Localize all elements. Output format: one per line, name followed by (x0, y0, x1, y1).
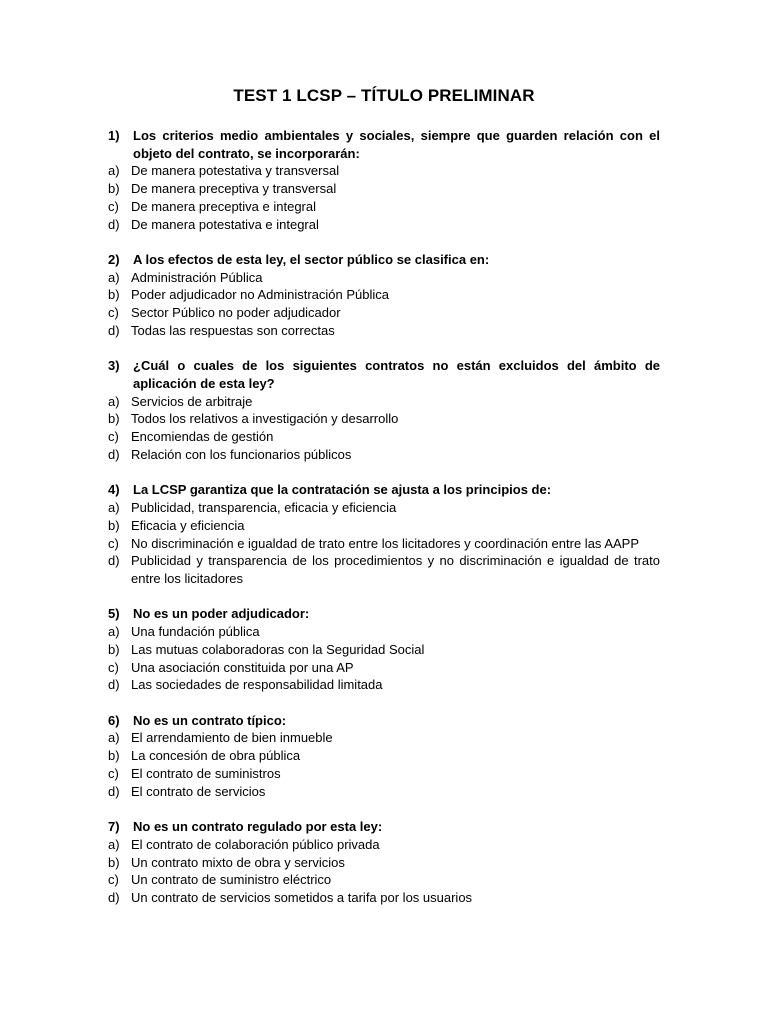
answer-option (108, 322, 660, 340)
answer-option (108, 535, 660, 553)
option-text: No discriminación e igualdad de trato entre los licitadores y coordinación entre las AAPP (131, 535, 639, 551)
option-letter: d) (108, 446, 120, 462)
answer-options (108, 729, 660, 800)
answer-option (108, 836, 660, 854)
option-letter: d) (108, 216, 120, 232)
option-text: La concesión de obra pública (131, 748, 301, 764)
answer-option (108, 659, 660, 677)
question-block (108, 605, 660, 694)
answer-option (108, 216, 660, 234)
option-letter: b) (108, 748, 120, 764)
question-block (108, 712, 660, 801)
question-header (108, 605, 660, 623)
question-text: Los criterios medio ambientales y sociales, siempre que guarden relación con el objeto del contrato, se incorporarán: (133, 128, 660, 161)
option-text: Un contrato de servicios sometidos a tarifa por los usuarios (131, 890, 473, 906)
question-list (108, 127, 660, 925)
answer-option (108, 428, 660, 446)
option-text: Sector Público no poder adjudicador (131, 305, 341, 321)
answer-option (108, 676, 660, 694)
option-letter: d) (108, 322, 120, 338)
option-letter: d) (108, 677, 120, 693)
answer-options (108, 499, 660, 588)
question-text: No es un poder adjudicador: (133, 606, 310, 622)
option-text: Todas las respuestas son correctas (131, 322, 335, 338)
option-text: Una asociación constituida por una AP (131, 659, 354, 675)
answer-option (108, 854, 660, 872)
question-block (108, 127, 660, 233)
option-letter: c) (108, 872, 119, 888)
question-number: 1) (108, 128, 120, 143)
option-letter: c) (108, 198, 119, 214)
option-text: Una fundación pública (131, 624, 260, 640)
answer-options (108, 393, 660, 464)
question-header (108, 357, 660, 392)
option-text: Poder adjudicador no Administración Pública (131, 287, 389, 303)
option-text: De manera potestativa e integral (131, 216, 319, 232)
option-text: Un contrato de suministro eléctrico (131, 872, 332, 888)
answer-option (108, 198, 660, 216)
question-text: ¿Cuál o cuales de los siguientes contratos no están excluidos del ámbito de aplicación de esta ley? (133, 358, 660, 391)
answer-option (108, 552, 660, 588)
option-letter: c) (108, 766, 119, 782)
option-letter: b) (108, 411, 120, 427)
option-text: Publicidad, transparencia, eficacia y eficiencia (131, 499, 397, 515)
answer-option (108, 304, 660, 322)
question-block (108, 818, 660, 907)
answer-option (108, 783, 660, 801)
question-header (108, 818, 660, 836)
question-number: 4) (108, 482, 120, 498)
option-letter: a) (108, 393, 120, 409)
option-letter: c) (108, 429, 119, 445)
option-letter: b) (108, 641, 120, 657)
answer-option (108, 871, 660, 889)
answer-option (108, 517, 660, 535)
option-letter: b) (108, 854, 120, 870)
option-text: Administración Pública (131, 269, 263, 285)
answer-option (108, 747, 660, 765)
question-number: 7) (108, 819, 120, 835)
answer-option (108, 641, 660, 659)
option-text: El arrendamiento de bien inmueble (131, 730, 333, 746)
option-letter: a) (108, 163, 120, 179)
answer-option (108, 286, 660, 304)
question-number: 5) (108, 606, 120, 622)
option-letter: a) (108, 269, 120, 285)
option-text: Las sociedades de responsabilidad limitada (131, 677, 383, 693)
option-letter: a) (108, 836, 120, 852)
question-header (108, 712, 660, 730)
option-letter: b) (108, 517, 120, 533)
option-letter: a) (108, 730, 120, 746)
option-letter: b) (108, 287, 120, 303)
question-block (108, 357, 660, 463)
option-text: Servicios de arbitraje (131, 393, 253, 409)
answer-option (108, 410, 660, 428)
option-letter: c) (108, 659, 119, 675)
option-text: De manera preceptiva e integral (131, 198, 316, 214)
option-letter: d) (108, 553, 120, 569)
option-text: De manera preceptiva y transversal (131, 180, 337, 196)
answer-options (108, 162, 660, 233)
option-text: Encomiendas de gestión (131, 429, 274, 445)
answer-option (108, 889, 660, 907)
question-header (108, 481, 660, 499)
option-text: El contrato de servicios (131, 783, 266, 799)
question-text: La LCSP garantiza que la contratación se ajusta a los principios de: (133, 482, 552, 498)
answer-option (108, 499, 660, 517)
question-block (108, 481, 660, 588)
option-text: El contrato de suministros (131, 766, 281, 782)
answer-option (108, 623, 660, 641)
option-letter: c) (108, 305, 119, 321)
answer-options (108, 269, 660, 340)
option-letter: a) (108, 499, 120, 515)
question-number: 6) (108, 712, 120, 728)
answer-option (108, 446, 660, 464)
question-block (108, 251, 660, 340)
option-text: El contrato de colaboración público privada (131, 836, 380, 852)
option-text: Un contrato mixto de obra y servicios (131, 854, 345, 870)
question-header (108, 127, 660, 162)
option-text: Todos los relativos a investigación y desarrollo (131, 411, 399, 427)
option-letter: d) (108, 783, 120, 799)
answer-option (108, 180, 660, 198)
option-text: Publicidad y transparencia de los procedimientos y no discriminación e igualdad de trato entre los licitadores (131, 553, 660, 587)
answer-options (108, 836, 660, 907)
document-title: TEST 1 LCSP – TÍTULO PRELIMINAR (233, 86, 535, 105)
question-text: No es un contrato típico: (133, 712, 287, 728)
question-number: 3) (108, 358, 120, 374)
answer-option (108, 269, 660, 287)
option-letter: d) (108, 890, 120, 906)
option-letter: c) (108, 535, 119, 551)
option-text: Eficacia y eficiencia (131, 517, 245, 533)
option-text: De manera potestativa y transversal (131, 163, 340, 179)
question-text: A los efectos de esta ley, el sector público se clasifica en: (133, 251, 490, 267)
answer-option (108, 729, 660, 747)
answer-option (108, 162, 660, 180)
option-letter: a) (108, 624, 120, 640)
answer-option (108, 765, 660, 783)
question-number: 2) (108, 251, 120, 267)
question-text: No es un contrato regulado por esta ley: (133, 819, 383, 835)
option-letter: b) (108, 180, 120, 196)
answer-option (108, 393, 660, 411)
option-text: Relación con los funcionarios públicos (131, 446, 352, 462)
question-header (108, 251, 660, 269)
answer-options (108, 623, 660, 694)
option-text: Las mutuas colaboradoras con la Seguridad Social (131, 641, 425, 657)
